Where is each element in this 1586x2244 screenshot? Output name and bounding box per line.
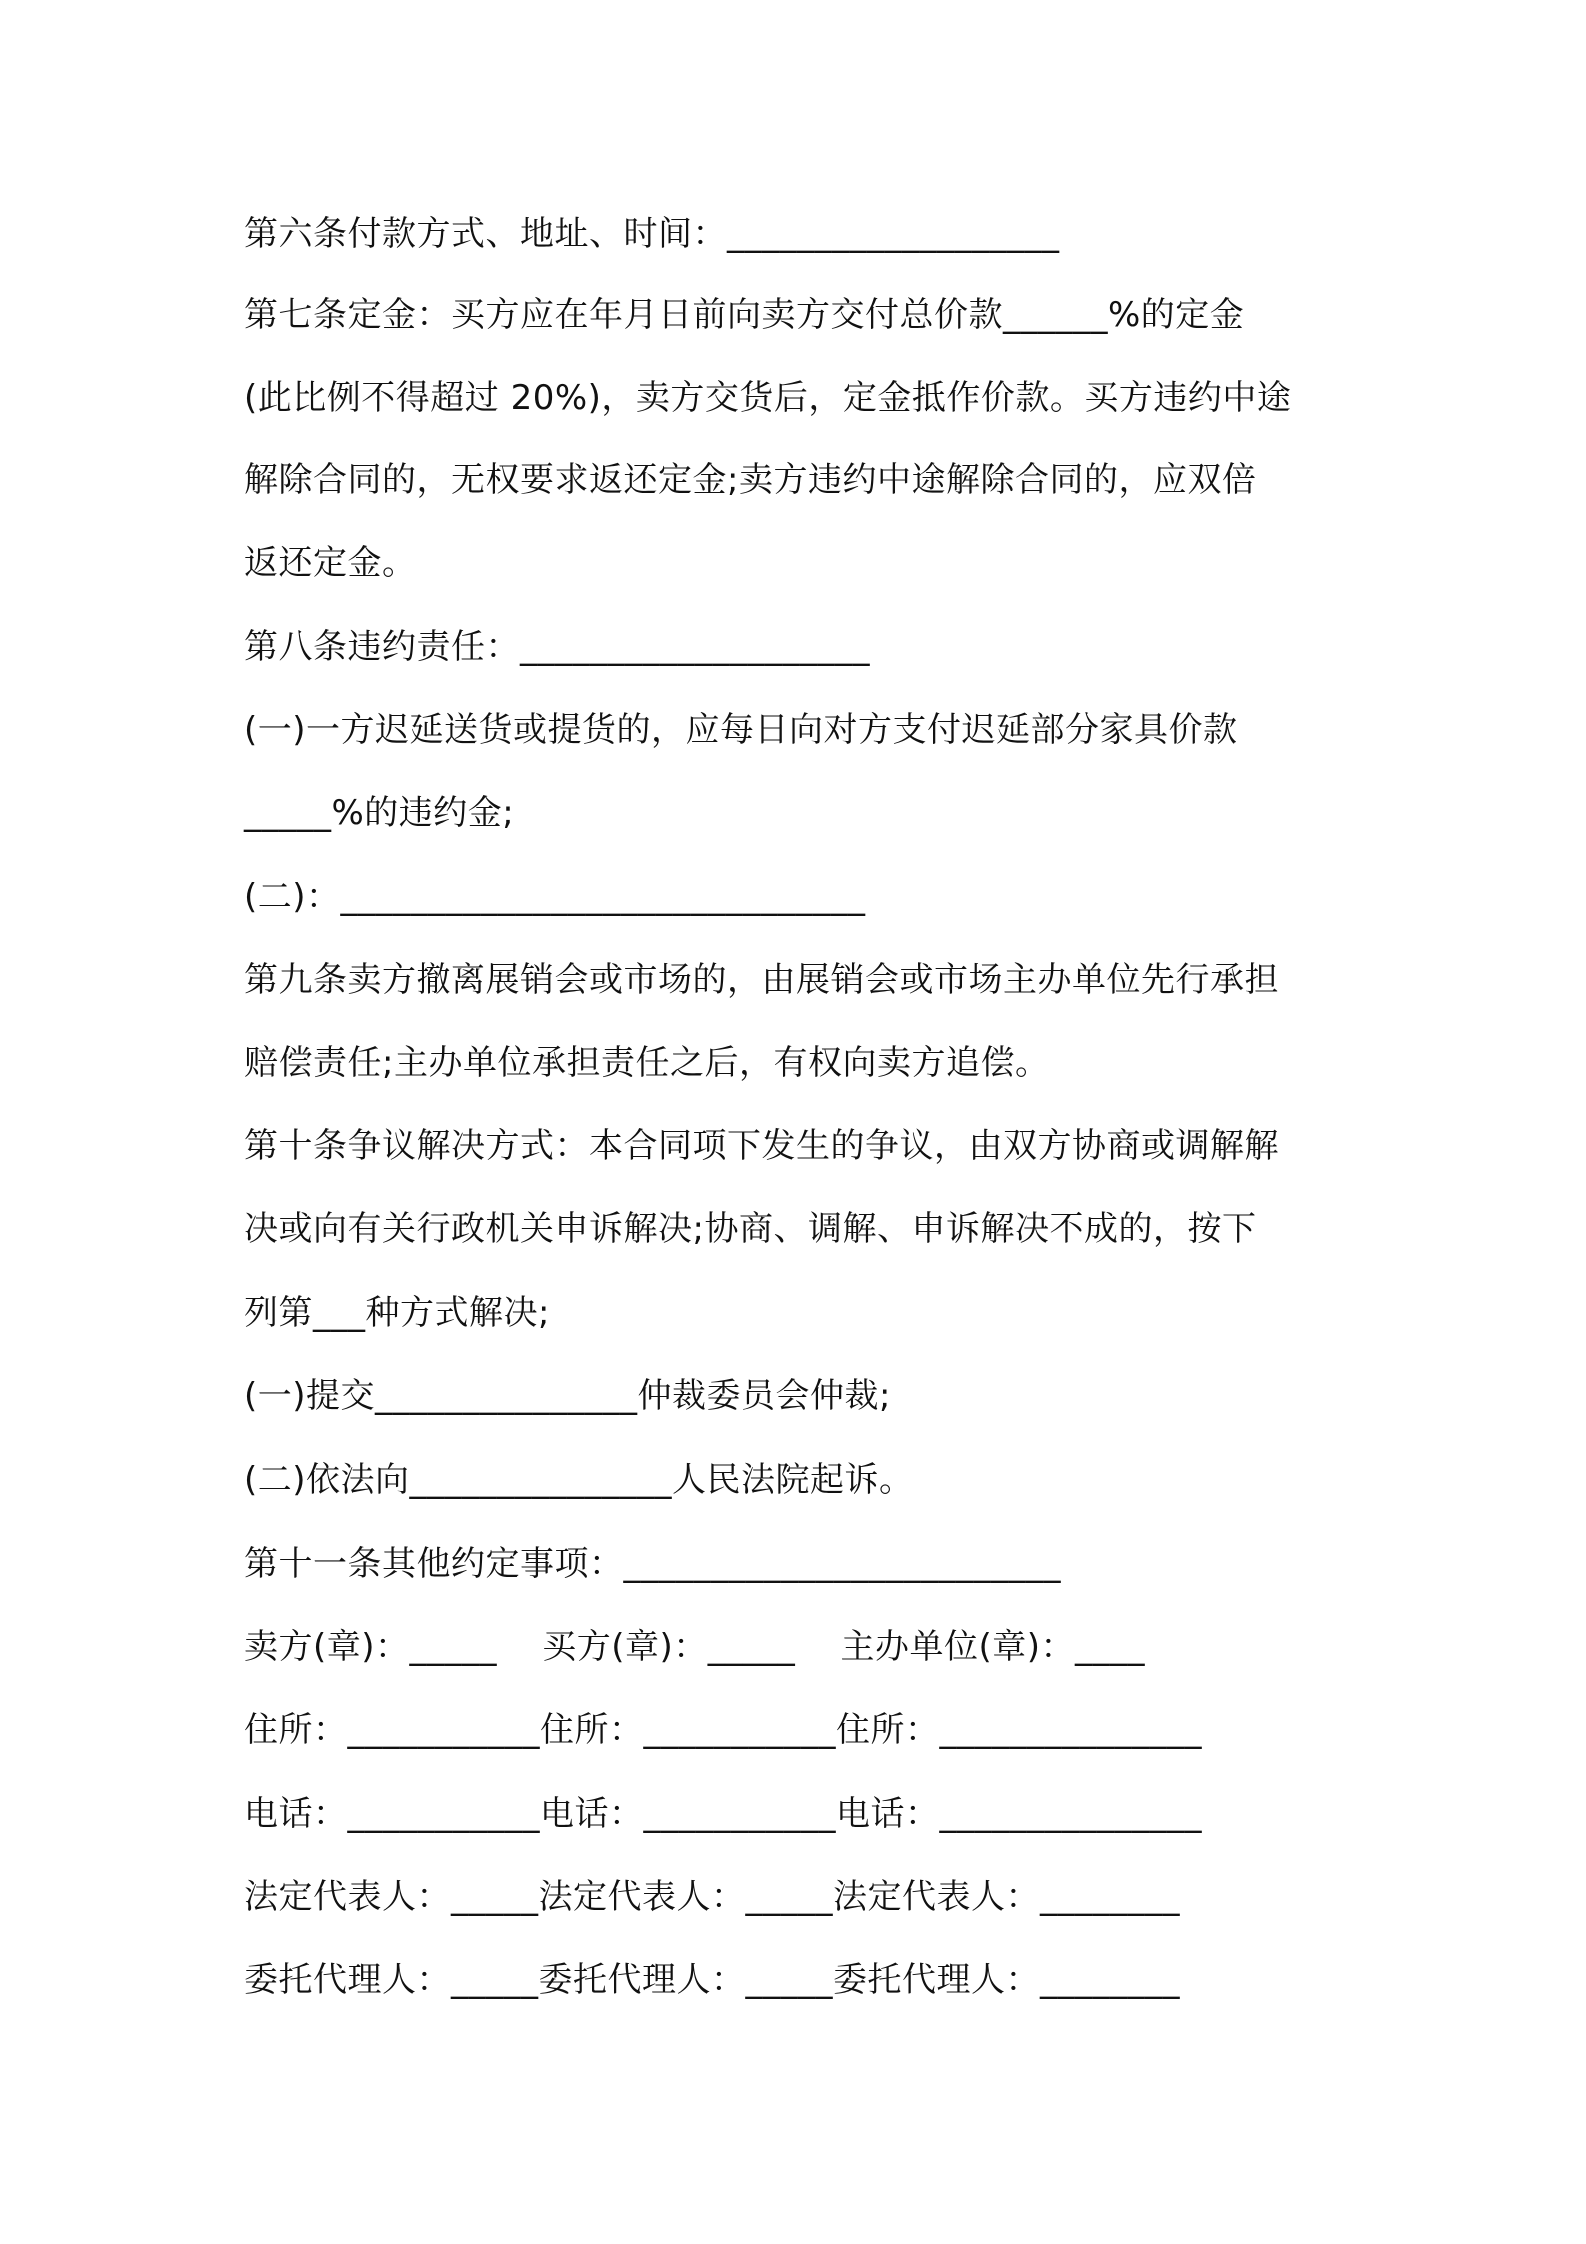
clause-10-option-1: (一)提交_______________仲裁委员会仲裁; <box>244 1376 891 1416</box>
clause-11-other: 第十一条其他约定事项：_________________________ <box>244 1544 1061 1584</box>
signature-phone: 电话：___________电话：___________电话：_______________ <box>244 1794 1202 1834</box>
clause-8-item-2: (二)：______________________________ <box>244 877 866 917</box>
clause-9-withdrawal: 第九条卖方撤离展销会或市场的，由展销会或市场主办单位先行承担 <box>244 960 1279 1000</box>
signature-legal-rep: 法定代表人：_____法定代表人：_____法定代表人：________ <box>244 1877 1180 1917</box>
clause-8-liability: 第八条违约责任：____________________ <box>244 627 870 667</box>
signature-seals: 卖方(章)：_____ 买方(章)：_____ 主办单位(章)：____ <box>244 1627 1146 1667</box>
clause-6-payment: 第六条付款方式、地址、时间：___________________ <box>244 214 1060 254</box>
clause-7-deposit-line-4: 返还定金。 <box>244 543 417 583</box>
clause-8-item-1-line-2: _____%的违约金; <box>244 793 515 833</box>
clause-10-option-2: (二)依法向_______________人民法院起诉。 <box>244 1460 914 1500</box>
clause-7-deposit-line-2: (此比例不得超过 20%)，卖方交货后，定金抵作价款。买方违约中途 <box>244 378 1292 418</box>
clause-10-dispute-line-2: 决或向有关行政机关申诉解决;协商、调解、申诉解决不成的，按下 <box>244 1209 1257 1249</box>
clause-10-dispute-line-3: 列第___种方式解决; <box>244 1293 550 1333</box>
clause-7-deposit: 第七条定金：买方应在年月日前向卖方交付总价款______%的定金 <box>244 295 1245 335</box>
signature-agent: 委托代理人：_____委托代理人：_____委托代理人：________ <box>244 1960 1180 2000</box>
clause-7-deposit-line-3: 解除合同的，无权要求返还定金;卖方违约中途解除合同的，应双倍 <box>244 460 1257 500</box>
signature-address: 住所：___________住所：___________住所：_______________ <box>244 1710 1202 1750</box>
clause-9-withdrawal-line-2: 赔偿责任;主办单位承担责任之后，有权向卖方追偿。 <box>244 1043 1050 1083</box>
clause-8-item-1: (一)一方迟延送货或提货的，应每日向对方支付迟延部分家具价款 <box>244 710 1238 750</box>
clause-10-dispute: 第十条争议解决方式：本合同项下发生的争议，由双方协商或调解解 <box>244 1126 1279 1166</box>
